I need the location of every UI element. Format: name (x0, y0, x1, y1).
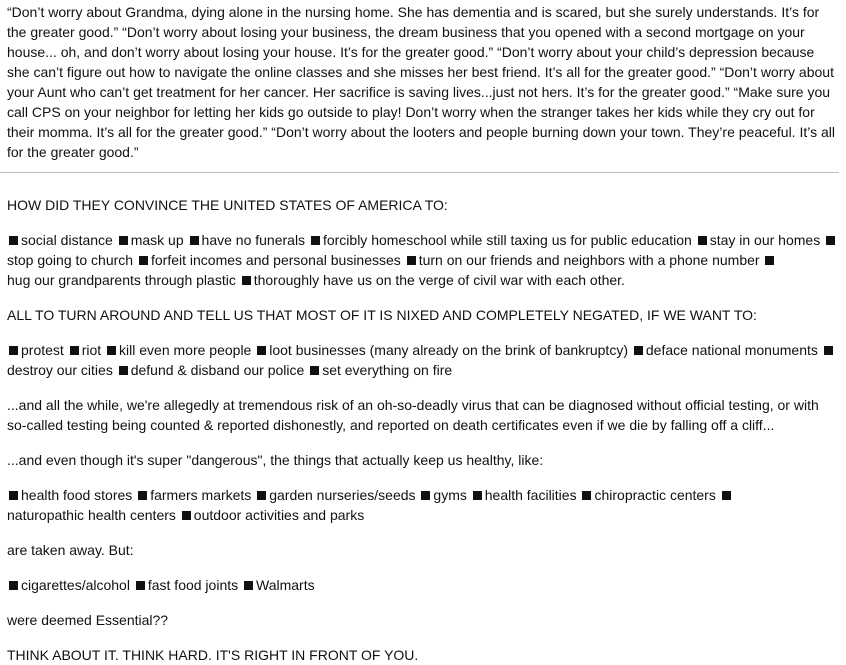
heading-turn-around: ALL TO TURN AROUND AND TELL US THAT MOST OF IT IS NIXED AND COMPLETELY NEGATED, IF WE WANT TO: (7, 307, 757, 323)
bullet-item: set everything on fire (322, 362, 453, 378)
bullet-square-icon (139, 256, 148, 265)
bullet-square-icon (257, 346, 266, 355)
heading-convince: HOW DID THEY CONVINCE THE UNITED STATES OF AMERICA TO: (7, 197, 448, 213)
bullet-item: mask up (130, 232, 184, 248)
bullet-square-icon (473, 491, 482, 500)
bullet-square-icon (9, 581, 18, 590)
bullet-square-icon (138, 491, 147, 500)
bullet-square-icon (257, 491, 266, 500)
bullet-square-icon (190, 236, 199, 245)
bullet-square-icon (244, 581, 253, 590)
bullet-item: outdoor activities and parks (193, 507, 365, 523)
bullet-item: have no funerals (201, 232, 306, 248)
bullet-item: protest (21, 342, 64, 358)
bullet-item: social distance (21, 232, 113, 248)
bullet-item: kill even more people (119, 342, 252, 358)
bullet-square-icon (182, 511, 191, 520)
intro-paragraph: “Don’t worry about Grandma, dying alone in the nursing home. She has dementia and is scared, but she surely understands. It’s for the greater good.” “Don’t worry about losing your business, the dream business that you opened with a second mortgage on your house... oh, and don’t worry about losing your house. It’s for the greater good.” “Don’t worry about your child’s depression because she can’t figure out how to navigate the online classes and she misses her best friend. It’s all for the greater good.” “Don’t worry about your Aunt who can’t get treatment for her cancer. Her sacrifice is saving lives...just not hers. It’s for the greater good.” “Make sure you call CPS on your neighbor for letting her kids go outside to play! Don’t worry when the stranger takes her kids while they cry out for their momma. It’s all for the greater good.” “Don’t worry about the looters and people burning down your town. They’re peaceful. It’s all for the greater good.” (7, 4, 835, 160)
post-body (0, 0, 839, 162)
post-continuation (0, 193, 839, 665)
bullet-square-icon (582, 491, 591, 500)
bullet-item: thoroughly have us on the verge of civil war with each other. (253, 272, 625, 288)
bullet-square-icon (765, 256, 774, 265)
bullet-item: turn on our friends and neighbors with a phone number (418, 252, 760, 268)
bullet-item: destroy our cities (7, 362, 113, 378)
bullet-list-healthy (7, 485, 839, 525)
bullet-item: defund & disband our police (130, 362, 305, 378)
bullet-square-icon (242, 276, 251, 285)
bullet-square-icon (421, 491, 430, 500)
bullet-square-icon (70, 346, 79, 355)
paragraph-taken-away: are taken away. But: (7, 542, 134, 558)
bullet-square-icon (698, 236, 707, 245)
bullet-item: gyms (433, 487, 467, 503)
bullet-item: garden nurseries/seeds (269, 487, 416, 503)
bullet-item: health facilities (484, 487, 577, 503)
bullet-square-icon (107, 346, 116, 355)
bullet-item: riot (81, 342, 102, 358)
bullet-square-icon (119, 366, 128, 375)
bullet-item: stop going to church (7, 252, 134, 268)
bullet-square-icon (722, 491, 731, 500)
bullet-list-essential (7, 575, 839, 595)
bullet-square-icon (9, 491, 18, 500)
bullet-square-icon (310, 366, 319, 375)
bullet-square-icon (9, 236, 18, 245)
bullet-item: Walmarts (256, 577, 315, 593)
bullet-item: fast food joints (147, 577, 239, 593)
bullet-item: farmers markets (150, 487, 252, 503)
bullet-square-icon (824, 346, 833, 355)
bullet-square-icon (311, 236, 320, 245)
bullet-item: forcibly homeschool while still taxing us for public education (322, 232, 692, 248)
bullet-item: loot businesses (many already on the brink of bankruptcy) (269, 342, 628, 358)
bullet-square-icon (9, 346, 18, 355)
bullet-item: chiropractic centers (594, 487, 716, 503)
bullet-item: stay in our homes (709, 232, 821, 248)
bullet-list-restrictions (7, 230, 839, 290)
bullet-item: forfeit incomes and personal businesses (150, 252, 401, 268)
bullet-square-icon (119, 236, 128, 245)
bullet-item: hug our grandparents through plastic (7, 272, 236, 288)
paragraph-virus-risk: ...and all the while, we're allegedly at tremendous risk of an oh-so-deadly virus that can be diagnosed without official testing, or with so-called testing being counted & reported dishonestly, and reported on death certificates even if we die by falling off a cliff... (7, 397, 819, 433)
bullet-item: health food stores (21, 487, 133, 503)
paragraph-think: THINK ABOUT IT. THINK HARD. IT'S RIGHT IN FRONT OF YOU. (7, 647, 419, 663)
divider (0, 172, 839, 173)
bullet-item: cigarettes/alcohol (21, 577, 130, 593)
bullet-square-icon (136, 581, 145, 590)
bullet-square-icon (634, 346, 643, 355)
bullet-square-icon (407, 256, 416, 265)
bullet-list-allowed (7, 340, 839, 380)
paragraph-deemed-essential: were deemed Essential?? (7, 612, 169, 628)
bullet-square-icon (826, 236, 835, 245)
bullet-item: naturopathic health centers (7, 507, 176, 523)
paragraph-keep-healthy: ...and even though it's super "dangerous", the things that actually keep us healthy, like: (7, 452, 544, 468)
bullet-item: deface national monuments (645, 342, 818, 358)
